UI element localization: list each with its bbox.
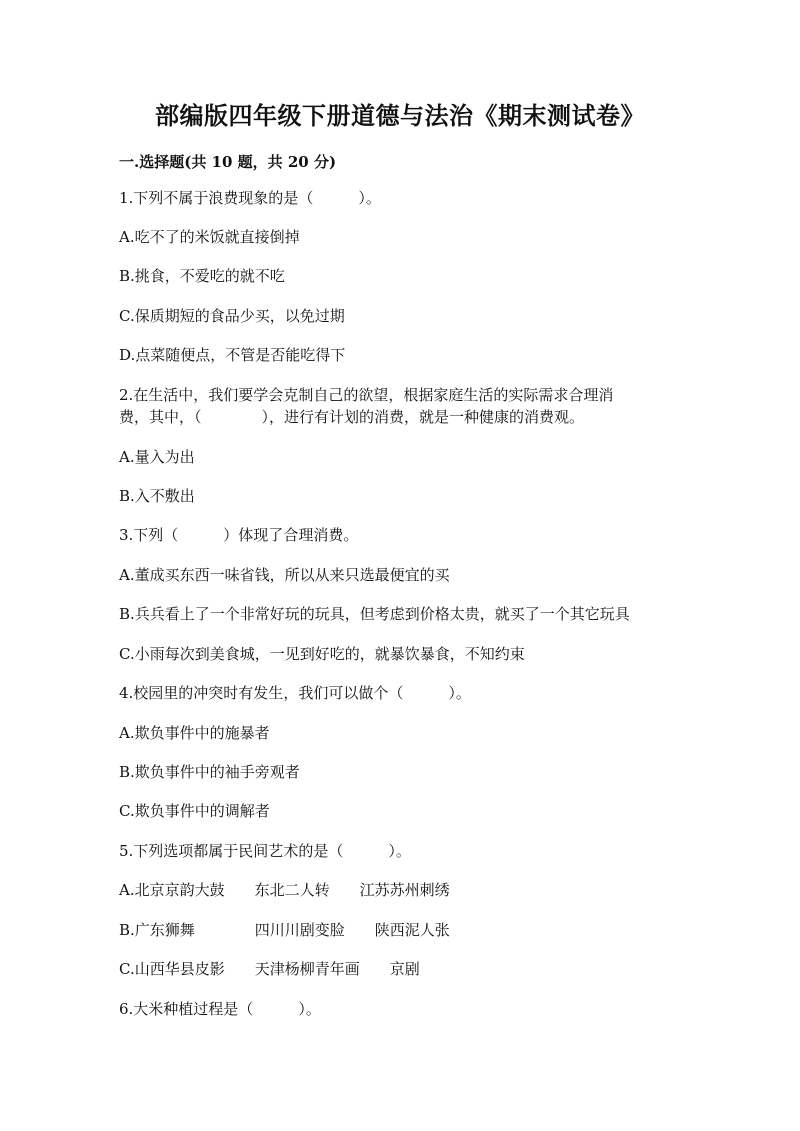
- question-4-option-b: B.欺负事件中的袖手旁观者: [119, 763, 300, 781]
- question-2-option-a: A.量入为出: [119, 448, 195, 466]
- question-5-option-b: B.广东狮舞 四川川剧变脸 陕西泥人张: [119, 921, 450, 939]
- question-2-text-line-1: 2.在生活中，我们要学会克制自己的欲望，根据家庭生活的实际需求合理消: [119, 386, 614, 404]
- question-2-option-b: B.入不敷出: [119, 487, 195, 505]
- exam-title: 部编版四年级下册道德与法治《期末测试卷》: [155, 101, 645, 130]
- question-1-text: 1.下列不属于浪费现象的是（ ）。: [119, 189, 381, 207]
- question-3-option-a: A.董成买东西一味省钱，所以从来只选最便宜的买: [119, 566, 450, 584]
- question-1-option-d: D.点菜随便点，不管是否能吃得下: [119, 346, 346, 364]
- question-1-option-b: B.挑食，不爱吃的就不吃: [119, 267, 285, 285]
- question-3-option-b: B.兵兵看上了一个非常好玩的玩具，但考虑到价格太贵，就买了一个其它玩具: [119, 605, 630, 623]
- question-4-option-a: A.欺负事件中的施暴者: [119, 724, 270, 742]
- question-1-option-c: C.保质期短的食品少买，以免过期: [119, 307, 345, 325]
- question-3-text: 3.下列（ ）体现了合理消费。: [119, 526, 359, 544]
- question-1-option-a: A.吃不了的米饭就直接倒掉: [119, 228, 300, 246]
- question-4-option-c: C.欺负事件中的调解者: [119, 802, 270, 820]
- question-6-text: 6.大米种植过程是（ ）。: [119, 1000, 321, 1018]
- question-5-option-a: A.北京京韵大鼓 东北二人转 江苏苏州刺绣: [119, 881, 450, 899]
- question-5-option-c: C.山西华县皮影 天津杨柳青年画 京剧: [119, 960, 420, 978]
- question-4-text: 4.校园里的冲突时有发生，我们可以做个（ ）。: [119, 684, 471, 702]
- section-heading: 一.选择题(共 10 题，共 20 分): [119, 153, 337, 171]
- question-5-text: 5.下列选项都属于民间艺术的是（ ）。: [119, 842, 411, 860]
- question-3-option-c: C.小雨每次到美食城，一见到好吃的，就暴饮暴食，不知约束: [119, 645, 525, 663]
- question-2-text-line-2: 费，其中，（ ），进行有计划的消费，就是一种健康的消费观。: [119, 408, 585, 426]
